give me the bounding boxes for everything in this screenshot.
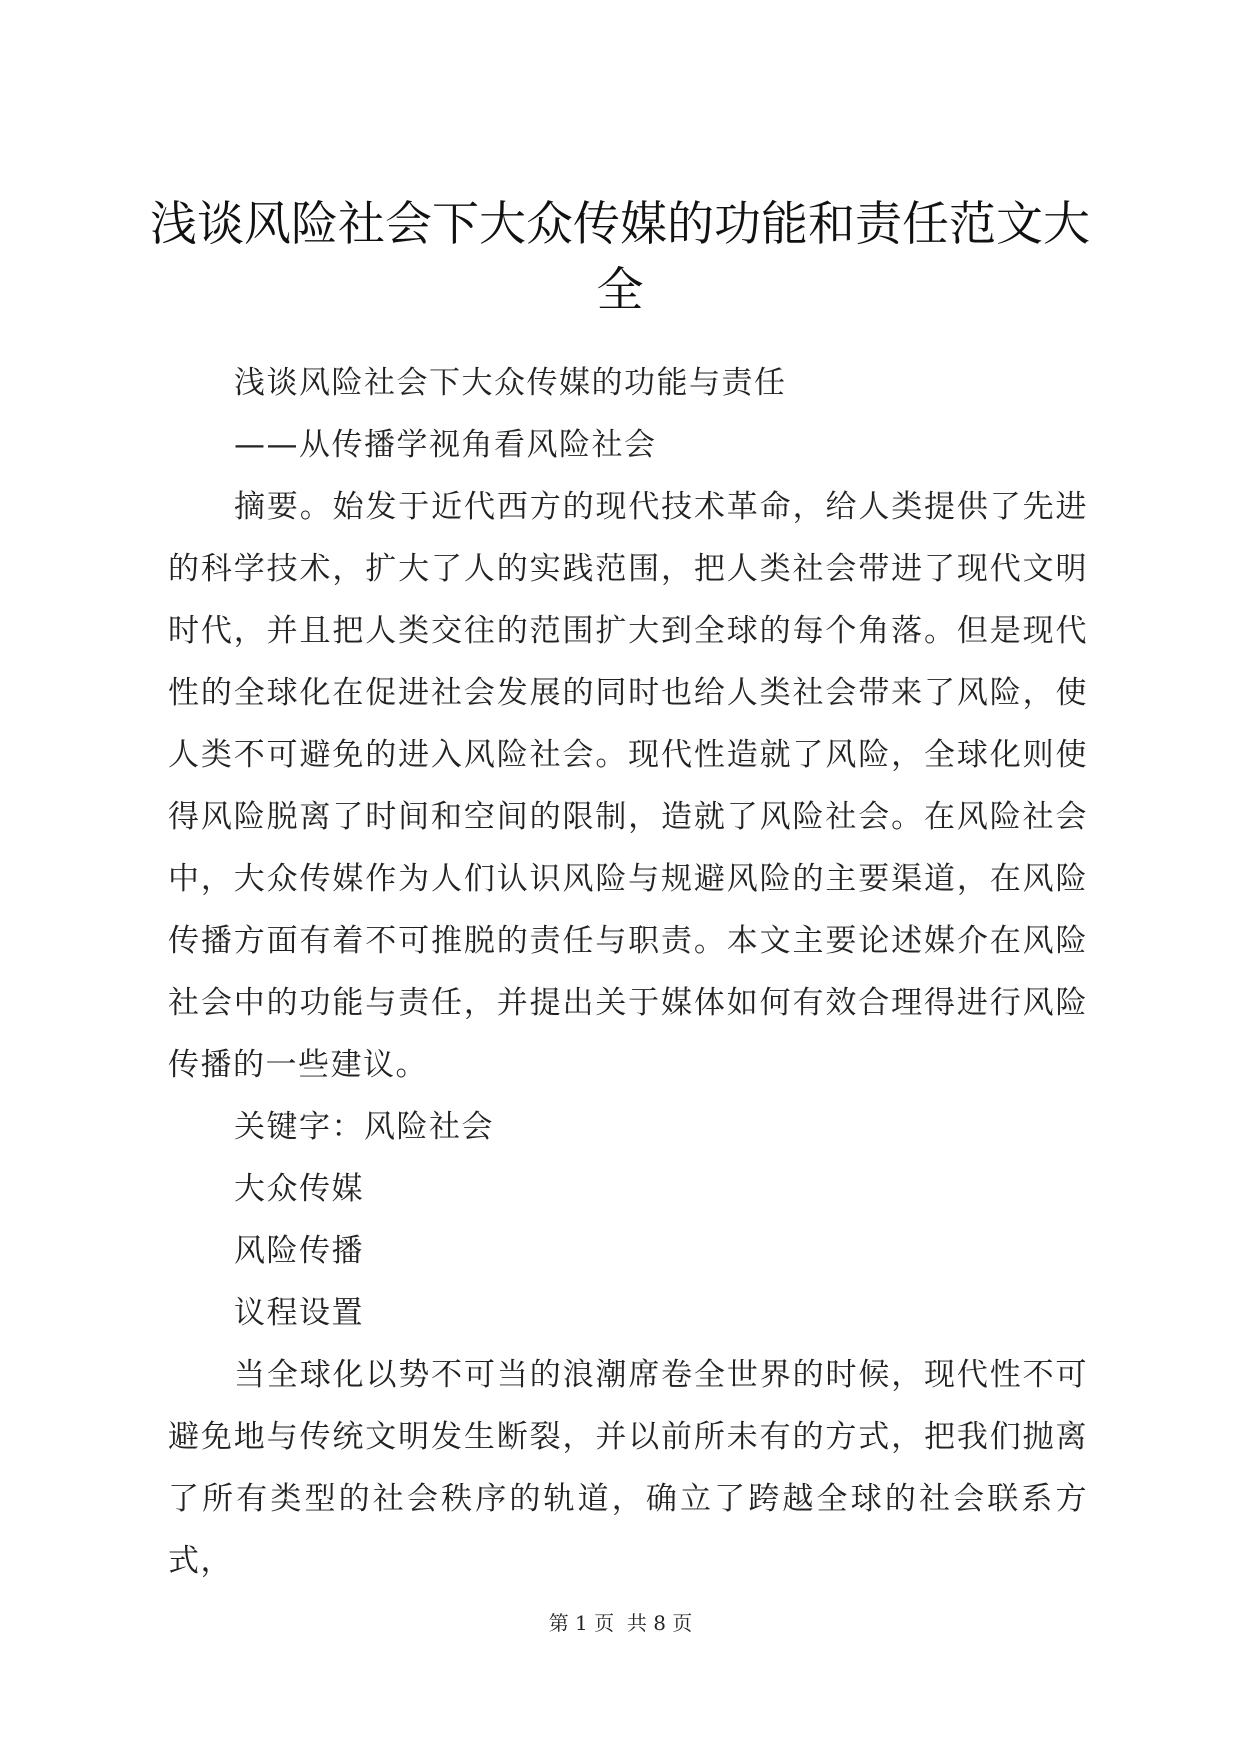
keyword-item: 大众传媒 <box>234 1171 364 1207</box>
document-body <box>168 352 1088 1592</box>
keyword-item: 风险传播 <box>234 1233 364 1269</box>
keywords-paragraph: 关键字：风险社会 <box>234 1109 494 1145</box>
sub-subtitle-paragraph: ——从传播学视角看风险社会 <box>234 427 657 463</box>
page-number: 第 1 页 <box>548 1611 615 1635</box>
abstract-paragraph: 摘要。始发于近代西方的现代技术革命，给人类提供了先进的科学技术，扩大了人的实践范围，把人类社会带进了现代文明时代，并且把人类交往的范围扩大到全球的每个角落。但是现代性的全球化在促进社会发展的同时也给人类社会带来了风险，使人类不可避免的进入风险社会。现代性造就了风险，全球化则使得风险脱离了时间和空间的限制，造就了风险社会。在风险社会中，大众传媒作为人们认识风险与规避风险的主要渠道，在风险传播方面有着不可推脱的责任与职责。本文主要论述媒介在风险社会中的功能与责任，并提出关于媒体如何有效合理得进行风险传播的一些建议。 <box>168 489 1088 1083</box>
keyword-item: 议程设置 <box>234 1295 364 1331</box>
document-title: 浅谈风险社会下大众传媒的功能和责任范文大全 <box>150 197 1090 318</box>
body-paragraph: 当全球化以势不可当的浪潮席卷全世界的时候，现代性不可避免地与传统文明发生断裂，并以前所未有的方式，把我们抛离了所有类型的社会秩序的轨道，确立了跨越全球的社会联系方式， <box>168 1357 1088 1579</box>
subtitle-paragraph: 浅谈风险社会下大众传媒的功能与责任 <box>234 365 787 401</box>
page-total: 共 8 页 <box>626 1611 693 1635</box>
page-footer <box>0 1609 1241 1637</box>
